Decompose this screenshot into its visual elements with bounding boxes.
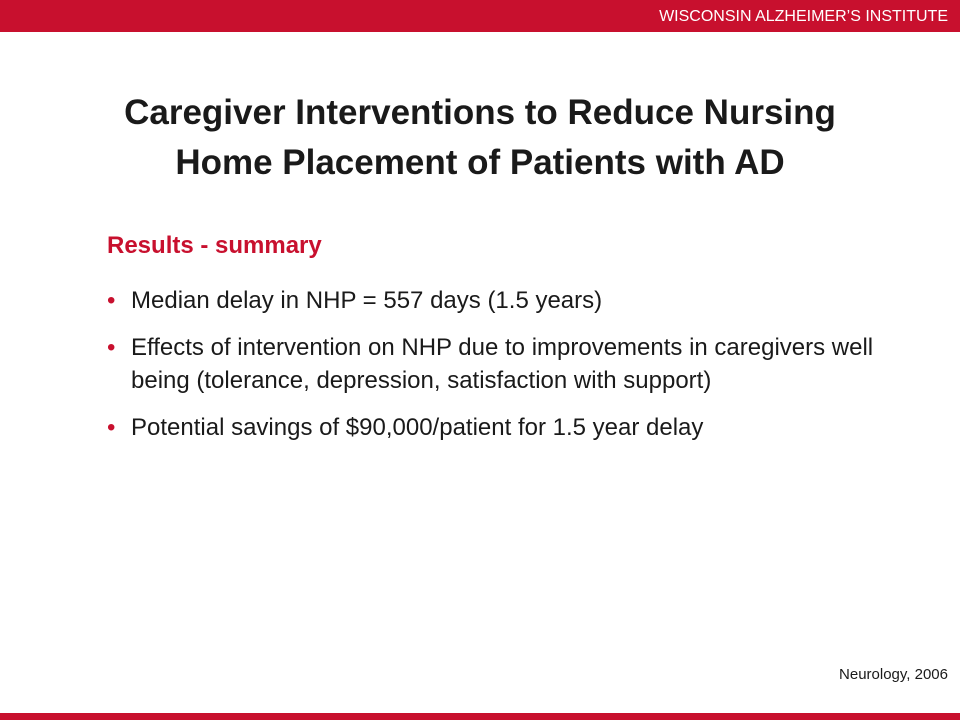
bottom-rule: [0, 713, 960, 720]
section-subtitle: Results - summary: [107, 232, 322, 259]
slide-title-line-1: Caregiver Interventions to Reduce Nursing: [124, 93, 836, 132]
bullet-icon: •: [107, 334, 116, 361]
bullet-icon: •: [107, 287, 116, 314]
bullet-item: [107, 331, 887, 397]
bullet-item: [107, 284, 887, 317]
top-banner: [0, 0, 960, 32]
bullet-item: [107, 411, 887, 444]
citation: Neurology, 2006: [839, 666, 948, 683]
results-bullet-list: [107, 284, 887, 458]
slide-title-line-2: Home Placement of Patients with AD: [175, 143, 785, 182]
bullet-text: Effects of intervention on NHP due to improvements in caregivers well being (tolerance, depression, satisfaction with support): [131, 334, 874, 394]
organization-name: WISCONSIN ALZHEIMER’S INSTITUTE: [659, 8, 948, 25]
bullet-text: Median delay in NHP = 557 days (1.5 years): [131, 287, 603, 314]
slide-title: [40, 88, 920, 188]
bullet-icon: •: [107, 414, 116, 441]
bullet-text: Potential savings of $90,000/patient for 1.5 year delay: [131, 414, 704, 441]
